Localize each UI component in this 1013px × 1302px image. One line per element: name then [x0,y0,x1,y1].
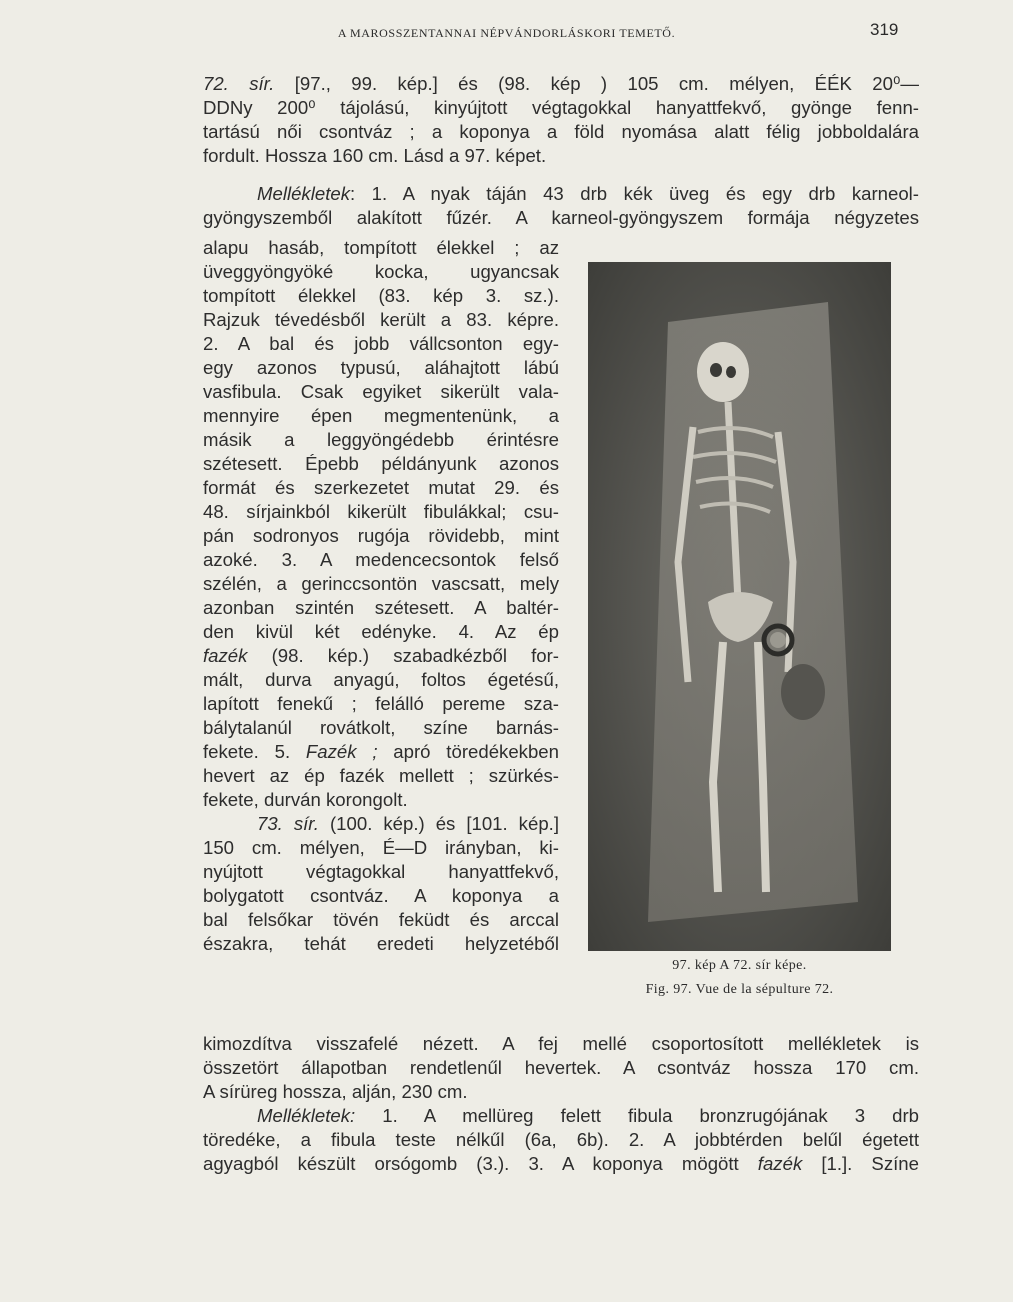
text-line: fekete, durván korongolt. [203,789,408,810]
text-line: Mellékletek: 1. A nyak táján 43 drb kék üveg és egy drb karneol- [257,183,919,204]
text-line: fordult. Hossza 160 cm. Lásd a 97. képet. [203,145,547,166]
text-line: bal felsőkar tövén feküdt és arccal [203,909,559,930]
text-line: 72. sír. [97., 99. kép.] és (98. kép ) 105 cm. mélyen, ÉÉK 20⁰— [203,73,919,94]
text-line: egy azonos typusú, aláhajtott lábú [203,357,559,378]
text-line: kimozdítva visszafelé nézett. A fej mellé csoportosított mellékletek is [203,1033,919,1054]
text-line: lapított fenekű ; felálló pereme sza- [203,693,559,714]
text-line: alapu hasáb, tompított élekkel ; az [203,237,559,258]
fazek-term: fazék [757,1153,803,1174]
figure-caption-french: Fig. 97. Vue de la sépulture 72. [645,982,834,997]
text-line: mált, durva anyagú, foltos égetésű, [203,669,559,690]
text-line: DDNy 200⁰ tájolású, kinyújtott végtagokkal hanyattfekvő, gyönge fenn- [203,97,919,118]
text-line: A sírüreg hossza, alján, 230 cm. [203,1081,468,1102]
text-line: 150 cm. mélyen, É—D irányban, ki- [203,837,559,858]
text-line: szélén, a gerinccsontön vascsatt, mely [203,573,559,594]
text-line: 2. A bal és jobb vállcsonton egy- [203,333,559,354]
text-line: szétesett. Épebb példányunk azonos [203,453,559,474]
text-line: fazék (98. kép.) szabadkézből for- [203,645,559,666]
text-line: azonban szintén szétesett. A baltér- [203,597,559,618]
text-line: fekete. 5. Fazék ; apró töredékekben [203,741,559,762]
text-line: 48. sírjainkból kikerült fibulákkal; csu- [203,501,559,522]
fazek-term: fazék [203,645,248,666]
text-line: töredéke, a fibula teste nélkűl (6a, 6b). 2. A jobbtérden belűl égetett [203,1129,919,1150]
grave-72-intro [203,72,919,168]
text-line: bálytalanúl rovátkolt, színe barnás- [203,717,559,738]
grave-73-body [203,1032,919,1176]
running-head: A MAROSSZENTANNAI NÉPVÁNDORLÁSKORI TEMETŐ. [337,26,676,40]
fazek-term: Fazék ; [305,741,378,762]
text-line: északra, tehát eredeti helyzetéből [203,933,559,954]
text-line: pán sodronyos rugója rövidebb, mint [203,525,559,546]
text-line: bolygatott csontváz. A koponya a [203,885,559,906]
text-line: összetört állapotban rendetlenűl hevertek. A csontváz hossza 170 cm. [203,1057,919,1078]
grave-photograph [588,262,891,951]
page-number: 319 [870,20,899,39]
text-line: tartású női csontváz ; a koponya a föld nyomása alatt félig jobboldalára [203,121,919,142]
text-line: gyöngyszemből alakított fűzér. A karneol-gyöngyszem formája négyzetes [203,207,919,228]
text-line: tompított élekkel (83. kép 3. sz.). [203,285,559,306]
text-line: másik a leggyöngédebb érintésre [203,429,559,450]
text-line: vasfibula. Csak egyiket sikerült vala- [203,381,559,402]
text-line: den kivül két edényke. 4. Az ép [203,621,559,642]
figure-caption-hungarian: 97. kép A 72. sír képe. [672,958,807,973]
text-line: nyújtott végtagokkal hanyattfekvő, [203,861,559,882]
attachments-label: Mellékletek: [257,1105,356,1126]
grave-72-narrow-column [203,236,559,956]
text-line: 73. sír. (100. kép.) és [101. kép.] [257,813,559,834]
text-line: üveggyöngyöké kocka, ugyancsak [203,261,559,282]
text-line: Mellékletek: 1. A mellüreg felett fibula bronzrugójának 3 drb [257,1105,919,1126]
text-line: agyagból készült orsógomb (3.). 3. A koponya mögött fazék [1.]. Színe [203,1153,919,1174]
text-line: mennyire épen megmentenünk, a [203,405,559,426]
grave-72-attachments-intro [203,182,919,230]
grave-heading: 73. sír. [257,813,319,834]
text-line: formát és szerkezetet mutat 29. és [203,477,559,498]
skeleton-photo-illustration [588,262,891,951]
attachments-label: Mellékletek [257,183,351,204]
text-line: Rajzuk tévedésből került a 83. képre. [203,309,559,330]
text-line: azoké. 3. A medencecsontok felső [203,549,559,570]
grave-heading: 72. sír. [203,73,275,94]
text-line: hevert az ép fazék mellett ; szürkés- [203,765,559,786]
